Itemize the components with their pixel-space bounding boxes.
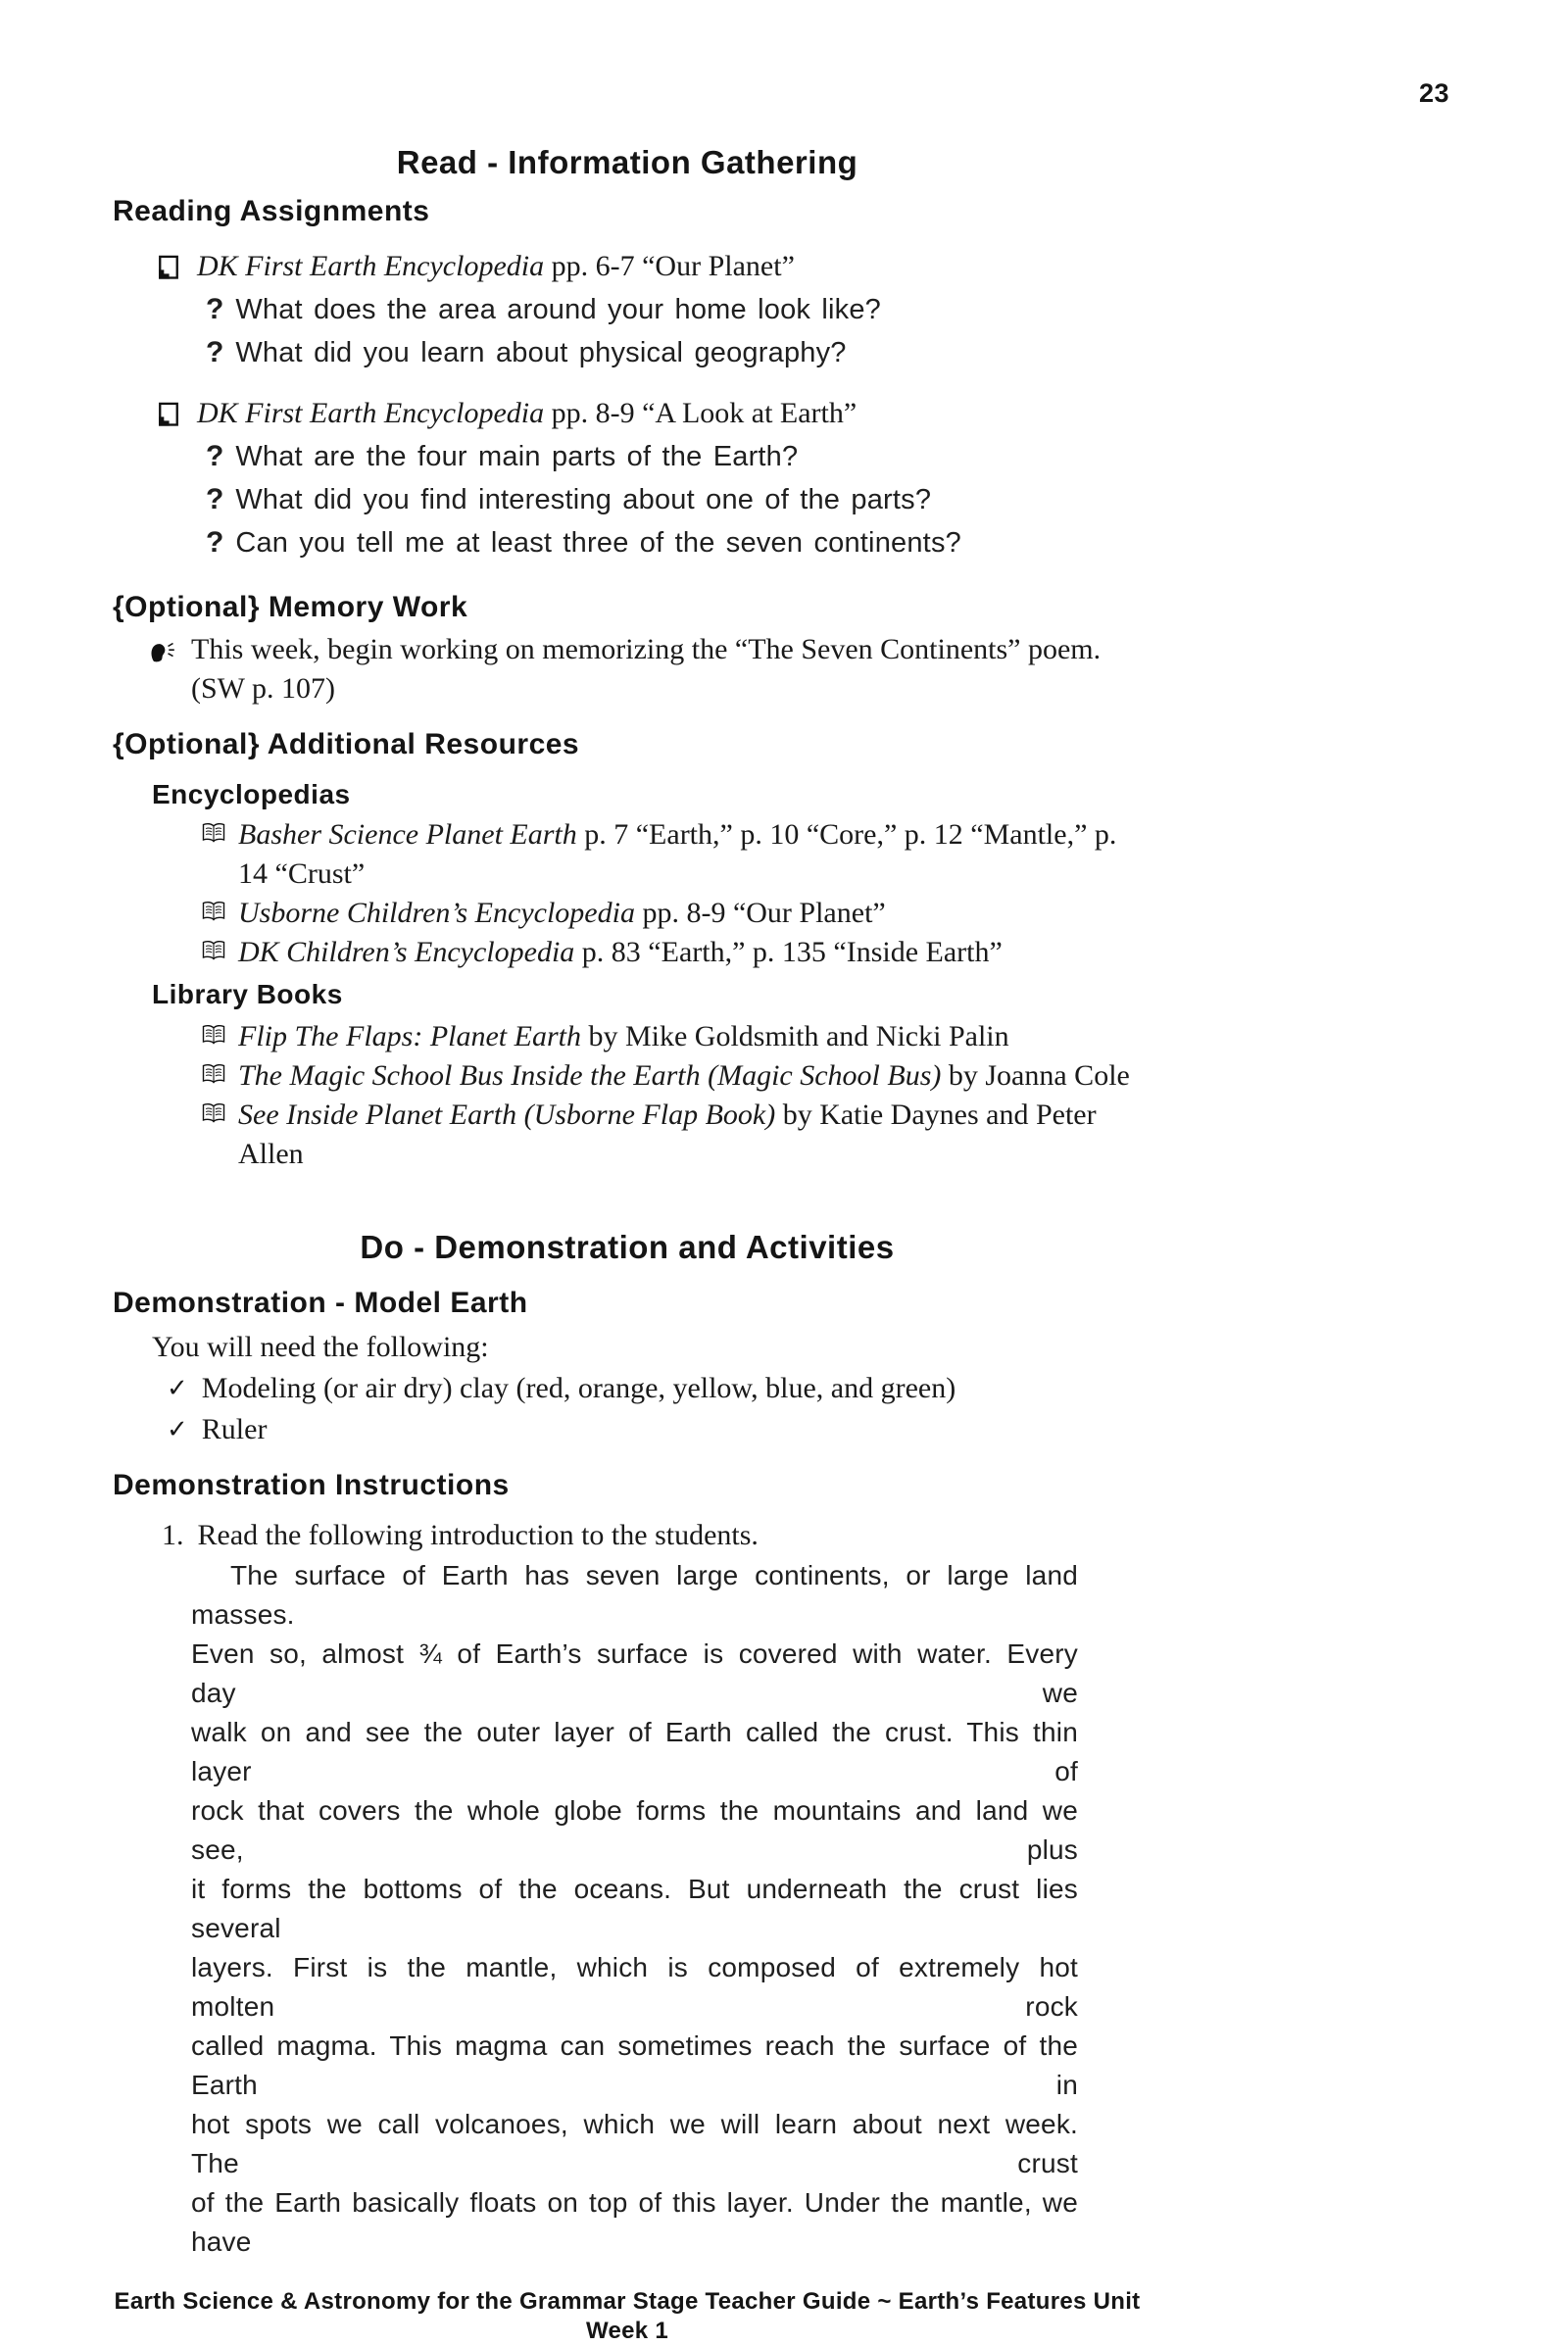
speaking-head-icon — [147, 636, 176, 663]
checkbox-icon — [157, 401, 180, 428]
introduction-line: called magma. This magma can sometimes reach the surface of the Earth in — [191, 2030, 1078, 2100]
reading-assignments-heading: Reading Assignments — [113, 195, 430, 227]
open-book-icon — [201, 822, 228, 844]
book-title: DK First Earth Encyclopedia — [197, 250, 545, 282]
book-author: by Mike Goldsmith and Nicki Palin — [588, 1020, 1009, 1052]
memory-work-item — [147, 630, 1142, 709]
reading-assignment-item — [157, 392, 1142, 435]
question-text: What are the four main parts of the Earth? — [235, 441, 799, 472]
library-book-item — [201, 1017, 1142, 1056]
encyclopedia-item — [201, 894, 1142, 933]
question-mark-icon: ? — [206, 336, 224, 368]
page-content — [113, 0, 1142, 2346]
library-books-heading: Library Books — [152, 979, 343, 1009]
demonstration-heading: Demonstration - Model Earth — [113, 1287, 528, 1319]
materials-intro: You will need the following: — [152, 1331, 489, 1363]
reading-assignment-item — [157, 245, 1142, 288]
book-title: DK Children’s Encyclopedia — [238, 936, 575, 968]
question-text: What does the area around your home look like? — [235, 294, 882, 325]
resource-text — [238, 933, 1003, 972]
question-text: What did you learn about physical geography? — [235, 337, 847, 368]
resource-text — [238, 1056, 1130, 1096]
material-item — [167, 1368, 1142, 1409]
introduction-line: The surface of Earth has seven large continents, or large land masses. — [191, 1560, 1078, 1630]
resource-pages: p. 7 “Earth,” p. 10 “Core,” p. 12 “Mantle,” p. 14 “Crust” — [238, 818, 1117, 890]
question-text: What did you find interesting about one of the parts? — [235, 484, 932, 515]
library-book-item — [201, 1056, 1142, 1096]
checkbox-icon — [157, 254, 180, 281]
book-title: Usborne Children’s Encyclopedia — [238, 897, 635, 929]
discussion-question — [206, 435, 1142, 478]
encyclopedia-item — [201, 815, 1142, 894]
question-mark-icon: ? — [206, 483, 224, 515]
resource-pages: pp. 8-9 “Our Planet” — [642, 897, 886, 929]
introduction-line: it forms the bottoms of the oceans. But underneath the crust lies several — [191, 1874, 1078, 1943]
section-title-read: Read - Information Gathering — [396, 144, 858, 180]
instruction-step — [162, 1517, 1142, 1554]
resource-pages: p. 83 “Earth,” p. 135 “Inside Earth” — [581, 936, 1003, 968]
page-number: 23 — [1419, 78, 1450, 108]
question-mark-icon: ? — [206, 526, 224, 559]
question-mark-icon: ? — [206, 440, 224, 472]
page-footer: Earth Science & Astronomy for the Grammar Stage Teacher Guide ~ Earth’s Features Unit Week 1 — [114, 2288, 1141, 2344]
open-book-icon — [201, 1024, 228, 1046]
discussion-question — [206, 521, 1142, 564]
introduction-line: Even so, almost ¾ of Earth’s surface is covered with water. Every day we — [191, 1638, 1078, 1708]
resource-text — [238, 1017, 1009, 1056]
memory-work-heading: {Optional} Memory Work — [113, 591, 468, 623]
demonstration-instructions-heading: Demonstration Instructions — [113, 1469, 510, 1501]
resource-text — [238, 894, 886, 933]
assignment-pages: pp. 6-7 “Our Planet” — [551, 250, 795, 282]
checkmark-icon: ✓ — [167, 1415, 188, 1444]
open-book-icon — [201, 1063, 228, 1085]
book-title: Basher Science Planet Earth — [238, 818, 577, 851]
assignment-pages: pp. 8-9 “A Look at Earth” — [551, 397, 858, 429]
open-book-icon — [201, 901, 228, 922]
discussion-question — [206, 478, 1142, 521]
material-text: Modeling (or air dry) clay (red, orange, yellow, blue, and green) — [201, 1372, 956, 1404]
introduction-line: of the Earth basically floats on top of this layer. Under the mantle, we have — [191, 2187, 1078, 2257]
introduction-line: walk on and see the outer layer of Earth called the crust. This thin layer of — [191, 1717, 1078, 1786]
material-item — [167, 1409, 1142, 1450]
introduction-line: layers. First is the mantle, which is composed of extremely hot molten rock — [191, 1952, 1078, 2022]
assignment-text — [197, 392, 857, 435]
resource-text — [238, 1096, 1142, 1174]
book-author: by Katie Daynes and Peter Allen — [238, 1099, 1097, 1170]
section-title-do: Do - Demonstration and Activities — [360, 1229, 895, 1265]
memory-work-text: This week, begin working on memorizing the “The Seven Continents” poem. (SW p. 107) — [191, 633, 1102, 705]
additional-resources-heading: {Optional} Additional Resources — [113, 728, 580, 760]
question-mark-icon: ? — [206, 293, 224, 325]
introduction-line: hot spots we call volcanoes, which we will learn about next week. The crust — [191, 2109, 1078, 2178]
checkmark-icon: ✓ — [167, 1374, 188, 1403]
assignment-text — [197, 245, 795, 288]
step-number: 1. — [162, 1519, 184, 1551]
question-text: Can you tell me at least three of the seven continents? — [235, 527, 961, 559]
introduction-line: rock that covers the whole globe forms the mountains and land we see, plus — [191, 1795, 1078, 1865]
book-title: DK First Earth Encyclopedia — [197, 397, 545, 429]
resource-text — [238, 815, 1142, 894]
book-title: See Inside Planet Earth (Usborne Flap Book) — [238, 1099, 776, 1131]
discussion-question — [206, 288, 1142, 331]
book-title: Flip The Flaps: Planet Earth — [238, 1020, 581, 1052]
open-book-icon — [201, 1102, 228, 1124]
read-aloud-introduction — [191, 1556, 1078, 2262]
encyclopedias-heading: Encyclopedias — [152, 779, 351, 809]
open-book-icon — [201, 940, 228, 961]
library-book-item — [201, 1096, 1142, 1174]
book-author: by Joanna Cole — [948, 1059, 1130, 1092]
discussion-question — [206, 331, 1142, 374]
material-text: Ruler — [201, 1413, 268, 1445]
book-title: The Magic School Bus Inside the Earth (Magic School Bus) — [238, 1059, 942, 1092]
encyclopedia-item — [201, 933, 1142, 972]
step-text: Read the following introduction to the students. — [197, 1519, 759, 1551]
